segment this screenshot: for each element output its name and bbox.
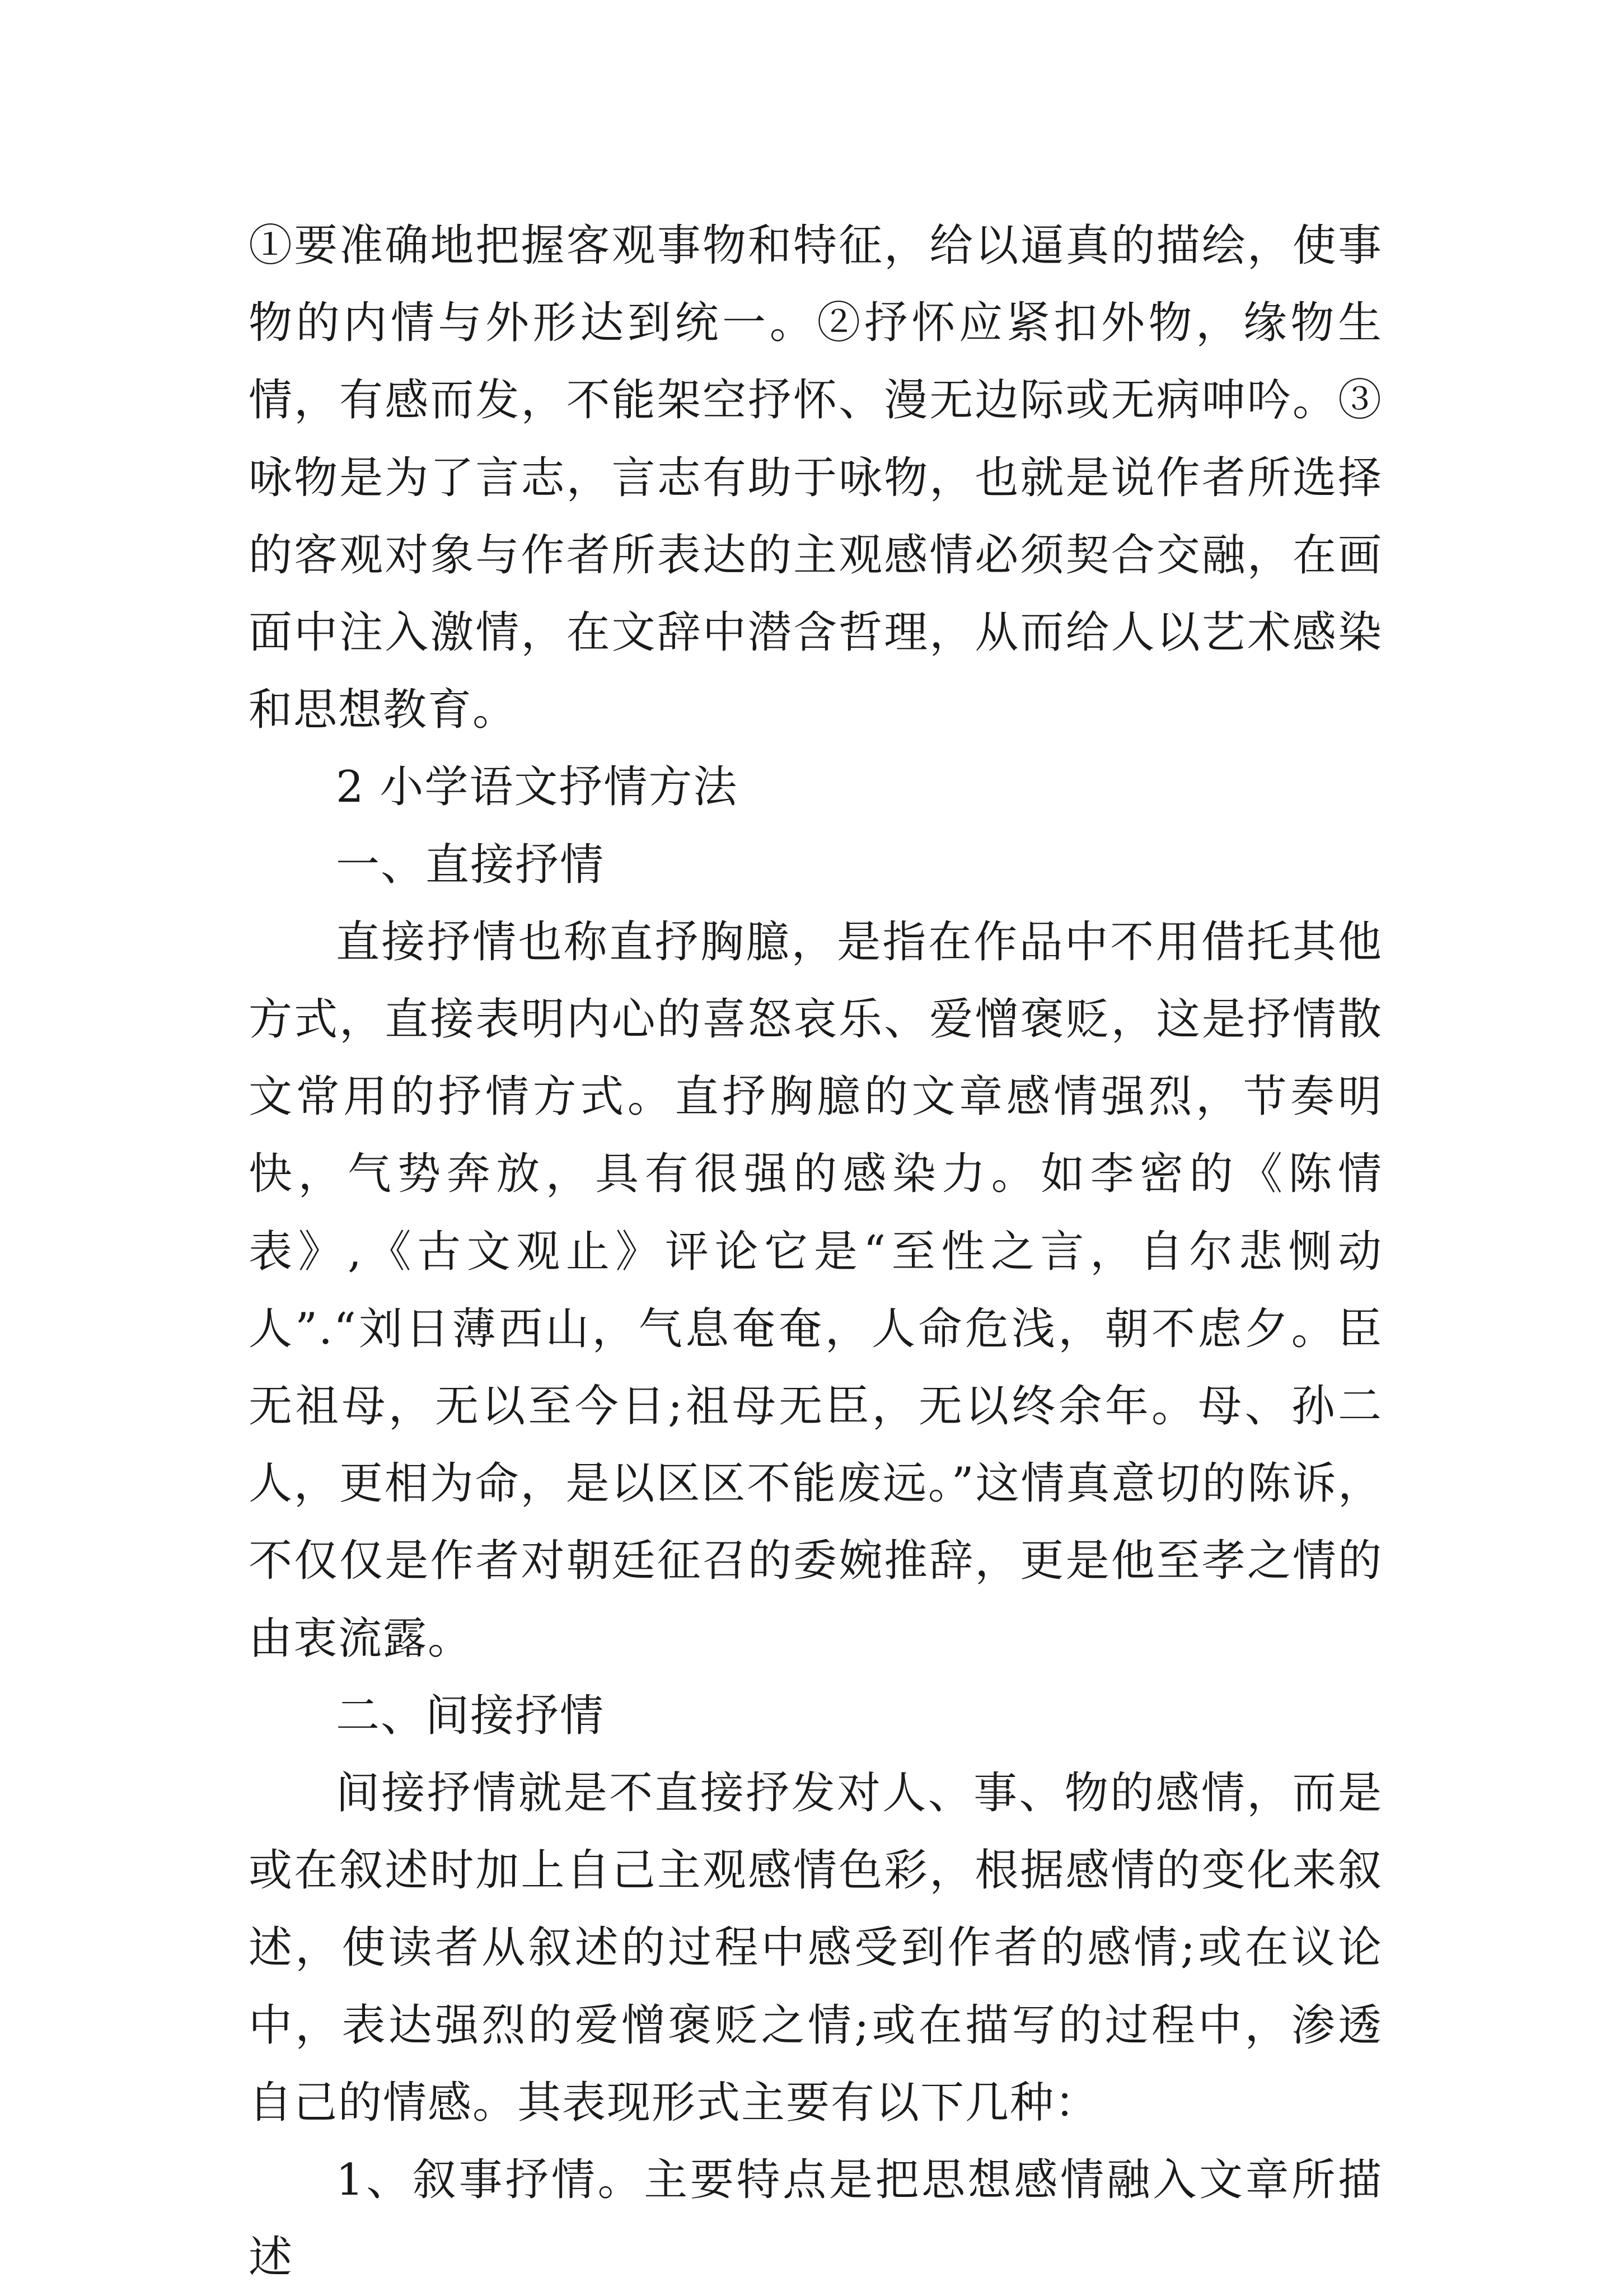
subheading-direct-lyric: 一、直接抒情 bbox=[336, 839, 605, 890]
document-body bbox=[249, 207, 1383, 2296]
paragraph-indirect-lyric: 间接抒情就是不直接抒发对人、事、物的感情，而是或在叙述时加上自己主观感情色彩，根据感情的变化来叙述，使读者从叙述的过程中感受到作者的感情;或在议论中，表达强烈的爱憎褒贬之情;或在描写的过程中，渗透自己的情感。其表现形式主要有以下几种： bbox=[249, 1768, 1383, 2128]
paragraph-yongwu-requirements: ①要准确地把握客观事物和特征，给以逼真的描绘，使事物的内情与外形达到统一。②抒怀应紧扣外物，缘物生情，有感而发，不能架空抒怀、漫无边际或无病呻吟。③咏物是为了言志，言志有助于咏物，也就是说作者所选择的客观对象与作者所表达的主观感情必须契合交融，在画面中注入激情，在文辞中潜含哲理，从而给人以艺术感染和思想教育。 bbox=[249, 221, 1383, 736]
paragraph-direct-lyric: 直接抒情也称直抒胸臆，是指在作品中不用借托其他方式，直接表明内心的喜怒哀乐、爱憎褒贬，这是抒情散文常用的抒情方式。直抒胸臆的文章感情强烈，节奏明快，气势奔放，具有很强的感染力。如李密的《陈情表》,《古文观止》评论它是“至性之言，自尔悲恻动人”.“刘日薄西山，气息奄奄，人命危浅，朝不虑夕。臣无祖母，无以至今日;祖母无臣，无以终余年。母、孙二人，更相为命，是以区区不能废远。”这情真意切的陈诉，不仅仅是作者对朝廷征召的委婉推辞，更是他至孝之情的由衷流露。 bbox=[249, 916, 1383, 1664]
section-heading-lyric-methods: 2 小学语文抒情方法 bbox=[336, 762, 738, 813]
paragraph-narrative-lyric: 1、叙事抒情。主要特点是把思想感情融入文章所描述 bbox=[249, 2155, 1383, 2283]
subheading-indirect-lyric: 二、间接抒情 bbox=[336, 1690, 605, 1741]
